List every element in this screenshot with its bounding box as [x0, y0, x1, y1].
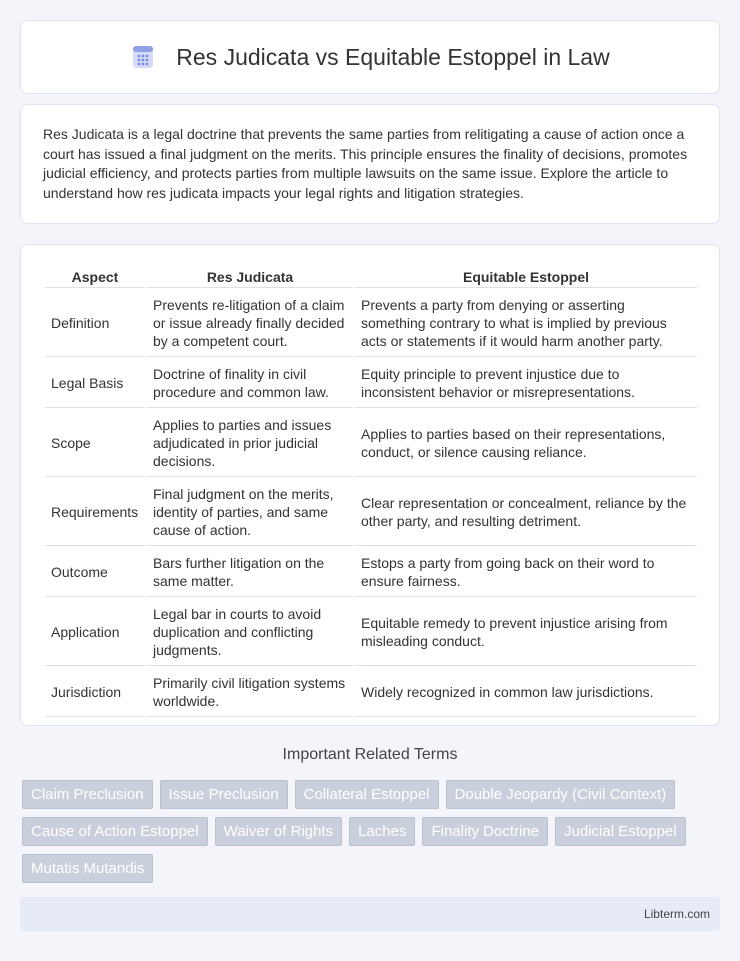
- table-row: [45, 288, 697, 357]
- related-terms-heading: Important Related Terms: [282, 746, 458, 763]
- related-terms-list: [22, 780, 722, 891]
- term-tag[interactable]: Claim Preclusion: [22, 780, 153, 809]
- term-tag[interactable]: Collateral Estoppel: [295, 780, 439, 809]
- table-row: [45, 546, 697, 597]
- term-tag[interactable]: Finality Doctrine: [422, 817, 548, 846]
- aspect-cell: Outcome: [45, 546, 145, 597]
- equitable-estoppel-cell: Estops a party from going back on their word to ensure fairness.: [355, 546, 697, 597]
- res-judicata-cell: Final judgment on the merits, identity of parties, and same cause of action.: [147, 477, 353, 546]
- column-header-aspect: Aspect: [45, 265, 145, 288]
- term-tag[interactable]: Double Jeopardy (Civil Context): [446, 780, 676, 809]
- res-judicata-cell: Bars further litigation on the same matter.: [147, 546, 353, 597]
- equitable-estoppel-cell: Applies to parties based on their representations, conduct, or silence causing reliance.: [355, 408, 697, 477]
- term-tag[interactable]: Issue Preclusion: [160, 780, 288, 809]
- footer-site-link[interactable]: Libterm.com: [643, 907, 710, 921]
- table-header-row: [45, 265, 697, 288]
- comparison-card: [20, 244, 720, 726]
- term-tag[interactable]: Laches: [349, 817, 415, 846]
- intro-text: Res Judicata is a legal doctrine that prevents the same parties from relitigating a cause of action once a court has issued a final judgment on the merits. This principle ensures the finality of decisions, promotes judicial efficiency, and protects parties from multiple lawsuits on the same issue. Explore the article to understand how res judicata impacts your legal rights and litigation strategies.: [43, 126, 688, 201]
- res-judicata-cell: Legal bar in courts to avoid duplication and conflicting judgments.: [147, 597, 353, 666]
- column-header-equitable-estoppel: Equitable Estoppel: [355, 265, 697, 288]
- intro-card: [20, 104, 720, 224]
- aspect-cell: Requirements: [45, 477, 145, 546]
- aspect-cell: Scope: [45, 408, 145, 477]
- comparison-table: [43, 265, 699, 717]
- document-icon: [130, 44, 156, 70]
- res-judicata-cell: Doctrine of finality in civil procedure and common law.: [147, 357, 353, 408]
- equitable-estoppel-cell: Equitable remedy to prevent injustice arising from misleading conduct.: [355, 597, 697, 666]
- column-header-res-judicata: Res Judicata: [147, 265, 353, 288]
- table-row: [45, 357, 697, 408]
- term-tag[interactable]: Cause of Action Estoppel: [22, 817, 208, 846]
- term-tag[interactable]: Waiver of Rights: [215, 817, 342, 846]
- res-judicata-cell: Prevents re-litigation of a claim or issue already finally decided by a competent court.: [147, 288, 353, 357]
- equitable-estoppel-cell: Widely recognized in common law jurisdictions.: [355, 666, 697, 717]
- table-row: [45, 597, 697, 666]
- equitable-estoppel-cell: Equity principle to prevent injustice due to inconsistent behavior or misrepresentations.: [355, 357, 697, 408]
- aspect-cell: Application: [45, 597, 145, 666]
- term-tag[interactable]: Judicial Estoppel: [555, 817, 686, 846]
- res-judicata-cell: Primarily civil litigation systems worldwide.: [147, 666, 353, 717]
- table-row: [45, 666, 697, 717]
- header-card: [20, 20, 720, 94]
- table-row: [45, 408, 697, 477]
- equitable-estoppel-cell: Clear representation or concealment, reliance by the other party, and resulting detriment.: [355, 477, 697, 546]
- page-title: Res Judicata vs Equitable Estoppel in Law: [176, 43, 610, 70]
- term-tag[interactable]: Mutatis Mutandis: [22, 854, 153, 883]
- aspect-cell: Definition: [45, 288, 145, 357]
- table-row: [45, 477, 697, 546]
- aspect-cell: Jurisdiction: [45, 666, 145, 717]
- footer: [20, 897, 720, 931]
- aspect-cell: Legal Basis: [45, 357, 145, 408]
- res-judicata-cell: Applies to parties and issues adjudicated in prior judicial decisions.: [147, 408, 353, 477]
- equitable-estoppel-cell: Prevents a party from denying or asserting something contrary to what is implied by previous acts or statements if it would harm another party.: [355, 288, 697, 357]
